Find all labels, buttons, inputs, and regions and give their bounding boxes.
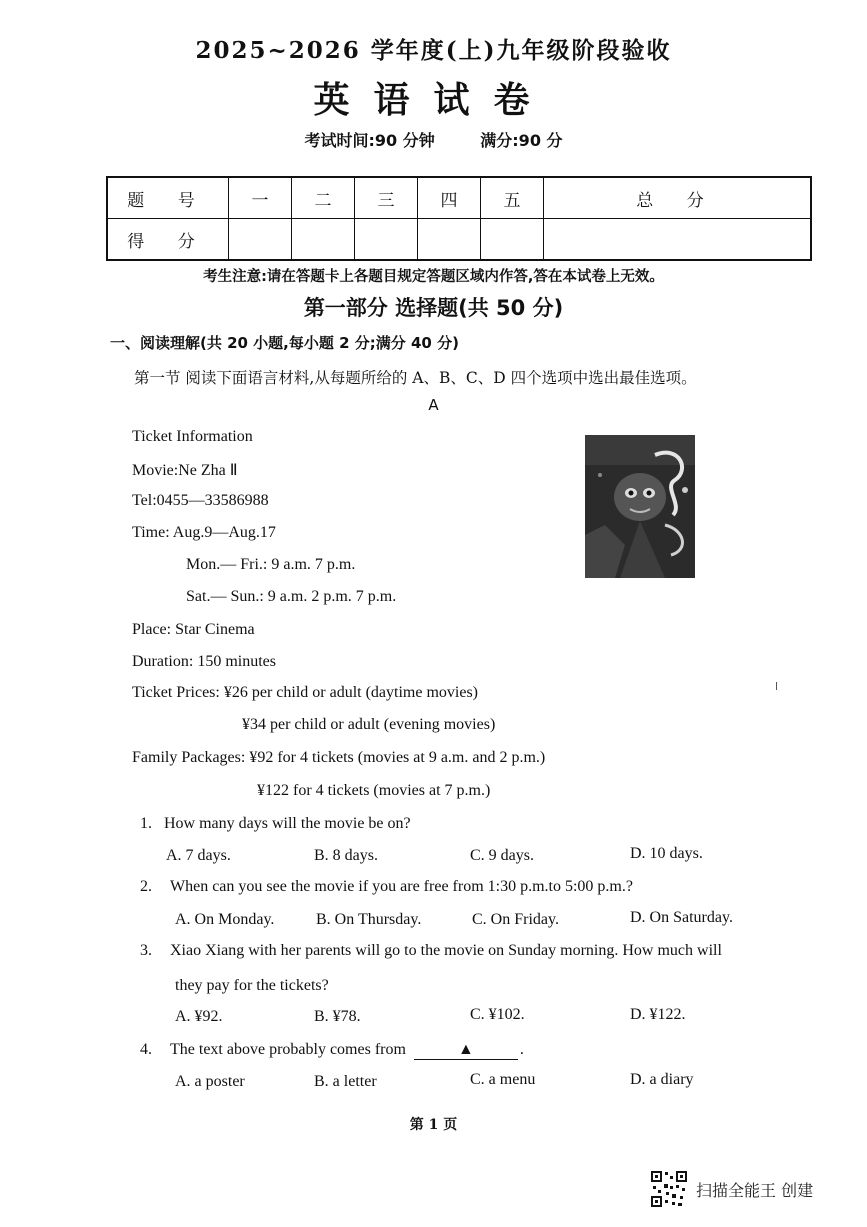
section-title: 一、阅读理解(共 20 小题,每小题 2 分;满分 40 分) — [110, 334, 459, 352]
option-a[interactable]: A. ¥92. — [175, 1008, 223, 1025]
ticket-family-day: Family Packages: ¥92 for 4 tickets (movies at 9 a.m. and 2 p.m.) — [132, 749, 546, 766]
ticket-place: Place: Star Cinema — [132, 621, 255, 638]
score-cell: 题 号 — [107, 177, 229, 219]
question-1 — [140, 815, 411, 833]
option-b[interactable]: B. On Thursday. — [316, 911, 422, 928]
movie-poster-image — [585, 435, 695, 578]
option-a[interactable]: A. a poster — [175, 1073, 245, 1090]
question-3 — [140, 942, 722, 960]
question-text: How many days will the movie be on? — [164, 815, 411, 832]
option-c[interactable]: C. ¥102. — [470, 1006, 525, 1023]
ticket-family-evening: ¥122 for 4 tickets (movies at 7 p.m.) — [257, 782, 491, 799]
score-input-cell[interactable] — [544, 219, 812, 261]
exam-time: 考试时间:90 分钟 — [304, 131, 435, 150]
ticket-heading: Ticket Information — [132, 428, 253, 445]
score-cell: 五 — [481, 177, 544, 219]
exam-title: 2025~2026 学年度(上)九年级阶段验收 — [195, 37, 672, 64]
scanner-text: 扫描全能王 创建 — [696, 1180, 814, 1200]
option-b[interactable]: B. ¥78. — [314, 1008, 361, 1025]
question-number: 1. — [140, 815, 152, 832]
option-b[interactable]: B. 8 days. — [314, 847, 378, 864]
option-d[interactable]: D. 10 days. — [630, 845, 703, 862]
section-instruction: 第一节 阅读下面语言材料,从每题所给的 A、B、C、D 四个选项中选出最佳选项。 — [134, 369, 697, 387]
score-input-cell[interactable] — [292, 219, 355, 261]
option-d[interactable]: D. ¥122. — [630, 1006, 686, 1023]
option-a[interactable]: A. 7 days. — [166, 847, 231, 864]
qr-code-icon — [650, 1170, 688, 1208]
scanner-watermark — [650, 1170, 813, 1208]
score-row-label: 得 分 — [107, 219, 229, 261]
question-number: 4. — [140, 1041, 152, 1058]
passage-label: A — [428, 396, 439, 414]
ticket-movie: Movie:Ne Zha Ⅱ — [132, 462, 238, 479]
ticket-price-evening: ¥34 per child or adult (evening movies) — [242, 716, 496, 733]
question-text: Xiao Xiang with her parents will go to the movie on Sunday morning. How much will — [170, 942, 722, 959]
exam-full-score: 满分:90 分 — [480, 131, 563, 150]
question-tail: . — [519, 1041, 524, 1058]
score-table-header-row — [107, 177, 811, 219]
score-cell: 一 — [229, 177, 292, 219]
option-c[interactable]: C. a menu — [470, 1071, 536, 1088]
answer-blank[interactable]: ▲ — [414, 1041, 518, 1060]
ticket-tel: Tel:0455—33586988 — [132, 492, 269, 509]
score-input-cell[interactable] — [229, 219, 292, 261]
score-input-cell[interactable] — [481, 219, 544, 261]
question-text: The text above probably comes from — [170, 1041, 406, 1058]
question-2 — [140, 878, 633, 896]
score-input-cell[interactable] — [355, 219, 418, 261]
question-3-continued: they pay for the tickets? — [175, 977, 329, 994]
exam-meta — [0, 128, 867, 151]
option-c[interactable]: C. 9 days. — [470, 847, 534, 864]
score-cell: 三 — [355, 177, 418, 219]
option-d[interactable]: D. On Saturday. — [630, 909, 733, 926]
ticket-time: Time: Aug.9—Aug.17 — [132, 524, 276, 541]
ticket-weekend: Sat.— Sun.: 9 a.m. 2 p.m. 7 p.m. — [186, 588, 397, 605]
score-table-score-row — [107, 219, 811, 261]
ticket-price-day: Ticket Prices: ¥26 per child or adult (daytime movies) — [132, 684, 479, 701]
score-table — [106, 176, 812, 261]
score-cell: 总 分 — [544, 177, 812, 219]
option-d[interactable]: D. a diary — [630, 1071, 694, 1088]
option-c[interactable]: C. On Friday. — [472, 911, 559, 928]
question-text: When can you see the movie if you are free from 1:30 p.m.to 5:00 p.m.? — [170, 878, 633, 895]
ticket-weekday: Mon.— Fri.: 9 a.m. 7 p.m. — [186, 556, 356, 573]
ticket-duration: Duration: 150 minutes — [132, 653, 276, 670]
stray-mark — [776, 682, 777, 690]
page-number: 第 1 页 — [409, 1117, 458, 1133]
question-4 — [140, 1041, 524, 1060]
score-input-cell[interactable] — [418, 219, 481, 261]
question-number: 3. — [140, 942, 152, 959]
option-a[interactable]: A. On Monday. — [175, 911, 275, 928]
score-cell: 二 — [292, 177, 355, 219]
part-title: 第一部分 选择题(共 50 分) — [303, 296, 564, 320]
exam-notice: 考生注意:请在答题卡上各题目规定答题区域内作答,答在本试卷上无效。 — [203, 269, 664, 285]
option-b[interactable]: B. a letter — [314, 1073, 377, 1090]
question-number: 2. — [140, 878, 152, 895]
subject-title: 英语试卷 — [313, 79, 554, 121]
score-cell: 四 — [418, 177, 481, 219]
